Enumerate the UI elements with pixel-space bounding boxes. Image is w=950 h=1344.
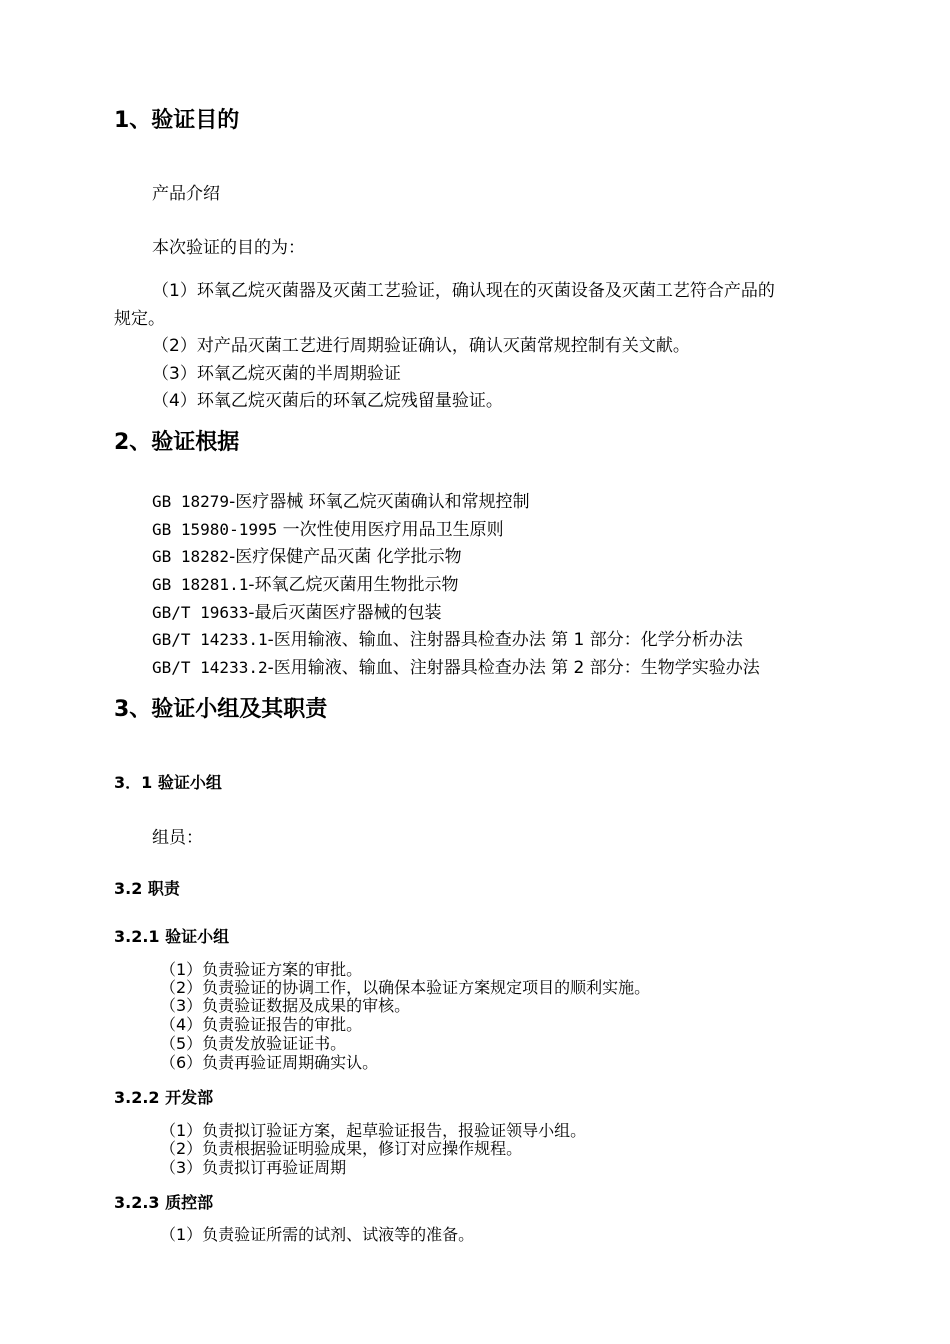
reference-item [152,657,760,679]
section-2-heading: 2、验证根据 [114,430,240,455]
purpose-item-1: （1）环氧乙烷灭菌器及灭菌工艺验证，确认现在的灭菌设备及灭菌工艺符合产品的 [152,281,775,301]
purpose-item-1-cont: 规定。 [114,309,165,329]
subsection-3-1-heading: 3．1 验证小组 [114,773,222,792]
reference-code: GB 15980-1995 [152,520,278,539]
reference-item [152,519,504,541]
reference-code: GB/T 14233.1 [152,630,268,649]
subsection-3-2-3-heading: 3.2.3 质控部 [114,1193,214,1212]
reference-title: -最后灭菌医疗器械的包装 [248,603,442,623]
reference-title: 一次性使用医疗用品卫生原则 [277,520,504,540]
purpose-item-2: （2）对产品灭菌工艺进行周期验证确认，确认灭菌常规控制有关文献。 [152,336,690,356]
reference-title: -医用输液、输血、注射器具检查办法 第 2 部分：生物学实验办法 [267,658,760,678]
product-intro: 产品介绍 [152,184,220,204]
reference-item [152,629,743,651]
duty-item: （6）负责再验证周期确实认。 [160,1053,379,1072]
subsection-3-2-1-heading: 3.2.1 验证小组 [114,927,230,946]
duty-item: （1）负责拟订验证方案，起草验证报告，报验证领导小组。 [160,1121,587,1140]
duty-item: （2）负责验证的协调工作，以确保本验证方案规定项目的顺利实施。 [160,978,651,997]
duty-item: （5）负责发放验证证书。 [160,1034,347,1053]
reference-title: -医疗保健产品灭菌 化学批示物 [229,547,462,567]
duty-item: （3）负责拟订再验证周期 [160,1158,347,1177]
section-3-heading: 3、验证小组及其职责 [114,697,328,722]
purpose-item-4: （4）环氧乙烷灭菌后的环氧乙烷残留量验证。 [152,391,503,411]
duty-item: （3）负责验证数据及成果的审核。 [160,996,411,1015]
reference-item [152,602,441,624]
reference-title: -医用输液、输血、注射器具检查办法 第 1 部分：化学分析办法 [267,630,743,650]
duty-item: （4）负责验证报告的审批。 [160,1015,363,1034]
reference-code: GB 18279 [152,492,230,511]
section-1-heading: 1、验证目的 [114,108,240,133]
reference-code: GB 18281.1 [152,575,249,594]
subsection-3-2-heading: 3.2 职责 [114,879,180,898]
reference-code: GB/T 19633 [152,603,249,622]
reference-item [152,491,530,513]
reference-title: -环氧乙烷灭菌用生物批示物 [248,575,459,595]
subsection-3-2-2-heading: 3.2.2 开发部 [114,1088,214,1107]
duty-item: （1）负责验证所需的试剂、试液等的准备。 [160,1225,475,1244]
reference-item [152,574,458,596]
reference-code: GB 18282 [152,547,230,566]
members-label: 组员： [152,828,203,848]
reference-code: GB/T 14233.2 [152,658,268,677]
reference-item [152,546,462,568]
purpose-item-3: （3）环氧乙烷灭菌的半周期验证 [152,364,401,384]
duty-item: （2）负责根据验证明验成果，修订对应操作规程。 [160,1139,523,1158]
duty-item: （1）负责验证方案的审批。 [160,960,363,979]
reference-title: -医疗器械 环氧乙烷灭菌确认和常规控制 [229,492,530,512]
purpose-lead: 本次验证的目的为： [152,238,305,258]
